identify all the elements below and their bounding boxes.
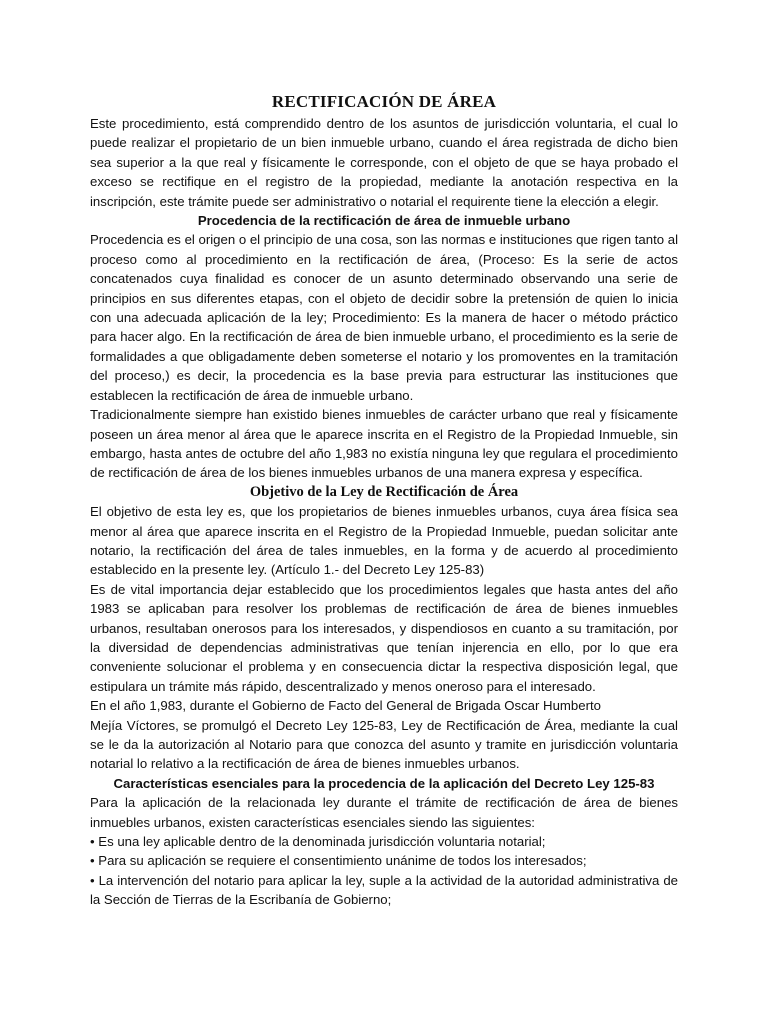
section-heading-caracteristicas: Características esenciales para la procedencia de la aplicación del Decreto Ley 125-83 bbox=[113, 775, 655, 791]
bullet-item: • Es una ley aplicable dentro de la denominada jurisdicción voluntaria notarial; bbox=[90, 834, 546, 850]
section-heading-procedencia: Procedencia de la rectificación de área de inmueble urbano bbox=[197, 213, 571, 229]
document-title: RECTIFICACIÓN DE ÁREA bbox=[271, 92, 497, 111]
objetivo-paragraph-2: Es de vital importancia dejar establecido que los procedimientos legales que hasta antes del año 1983 se aplicaban para resolver los problemas de rectificación de área de bienes inmuebles urbanos, resultaban onerosos para los interesados, y dispendiosos en cuanto a su tramitación, por la diversidad de dependencias administrativas que tenían injerencia en ello, por lo que era conveniente solucionar el problema y en consecuencia dictar la respectiva disposición legal, que estipulara un trámite más rápido, descentralizado y menos oneroso para el interesado. bbox=[90, 581, 678, 694]
objetivo-paragraph-3a: En el año 1,983, durante el Gobierno de Facto del General de Brigada Oscar Humberto bbox=[90, 698, 601, 714]
caracteristicas-intro: Para la aplicación de la relacionada ley durante el trámite de rectificación de área de bienes inmuebles urbanos, existen características esenciales siendo las siguientes: bbox=[90, 795, 678, 830]
objetivo-paragraph-1: El objetivo de esta ley es, que los propietarios de bienes inmuebles urbanos, cuya área física sea menor al área que aparece inscrita en el Registro de la Propiedad Inmueble, puedan solicitar ante notario, la rectificación del área de tales inmuebles, en la forma y de acuerdo al procedimiento establecido en la presente ley. (Artículo 1.- del Decreto Ley 125-83) bbox=[90, 504, 678, 578]
bullet-item: • Para su aplicación se requiere el consentimiento unánime de todos los interesados; bbox=[90, 853, 587, 869]
procedencia-paragraph-1: Procedencia es el origen o el principio de una cosa, son las normas e instituciones que rigen tanto al proceso como al procedimiento en la rectificación de área, (Proceso: Es la serie de actos concatenados cuya finalidad es conocer de un asunto determinado observando una serie de principios en sus diferentes etapas, con el objeto de decidir sobre la pretensión de quien lo inicia con una adecuada aplicación de la ley; Procedimiento: Es la manera de hacer o método práctico para hacer algo. En la rectificación de área de bien inmueble urbano, el procedimiento es la serie de formalidades a que obligadamente deben someterse el notario y los promoventes en la tramitación del proceso,) es decir, la procedencia es la base previa para estructurar las instituciones que establecen la rectificación de área de inmueble urbano. bbox=[90, 232, 678, 403]
document-page bbox=[90, 92, 678, 910]
section-heading-objetivo: Objetivo de la Ley de Rectificación de Área bbox=[249, 483, 519, 500]
bullet-item: • La intervención del notario para aplicar la ley, suple a la actividad de la autoridad administrativa de la Sección de Tierras de la Escribanía de Gobierno; bbox=[90, 872, 678, 908]
objetivo-paragraph-3b: Mejía Víctores, se promulgó el Decreto Ley 125-83, Ley de Rectificación de Área, mediante la cual se le da la autorización al Notario para que conozca del asunto y tramite en jurisdicción voluntaria notarial lo relativo a la rectificación de área de bienes inmuebles urbanos. bbox=[90, 717, 678, 772]
intro-paragraph: Este procedimiento, está comprendido dentro de los asuntos de jurisdicción voluntaria, el cual lo puede realizar el propietario de un bien inmueble urbano, cuando el área registrada de dicho bien sea superior a la que real y físicamente le corresponde, con el objeto de que se haya probado el exceso se rectifique en el registro de la propiedad, mediante la anotación respectiva en la inscripción, este trámite puede ser administrativo o notarial el requirente tiene la elección a elegir. bbox=[90, 116, 678, 209]
procedencia-paragraph-2: Tradicionalmente siempre han existido bienes inmuebles de carácter urbano que real y físicamente poseen un área menor al área que le aparece inscrita en el Registro de la Propiedad Inmueble, sin embargo, hasta antes de octubre del año 1,983 no existía ninguna ley que regulara el procedimiento de rectificación de área de los bienes inmuebles urbanos de una manera expresa y específica. bbox=[90, 407, 678, 481]
